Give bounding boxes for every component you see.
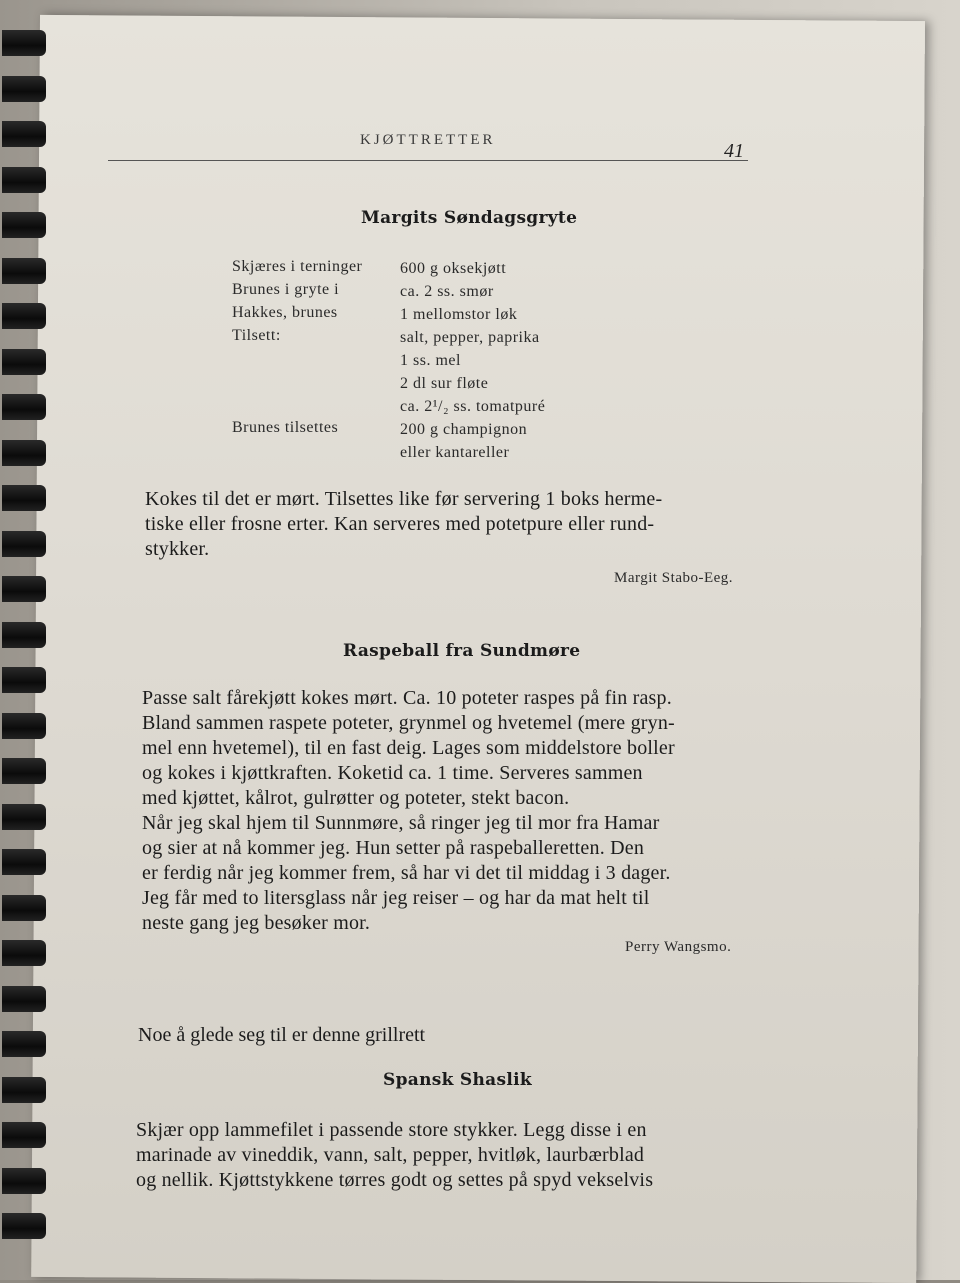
text-line: Skjær opp lammefilet i passende store stykker. Legg disse i en [136,1119,647,1141]
instruction-line [232,393,362,416]
text-line: Når jeg skal hjem til Sunnmøre, så ringer jeg til mor fra Hamar [142,812,660,834]
text-line: Passe salt fårekjøtt kokes mørt. Ca. 10 poteter raspes på fin rasp. [142,687,672,709]
binding-ring [2,758,46,784]
binding-ring [2,1077,46,1103]
recipe-body [136,1118,786,1193]
text-line: er ferdig når jeg kommer frem, så har vi det til middag i 3 dager. [142,862,671,884]
binding-ring [2,895,46,921]
ingredient-line: 1 mellomstor løk [400,306,518,323]
binding-ring [2,849,46,875]
binding-ring [2,258,46,284]
binding-ring [2,485,46,511]
recipe-signature: Margit Stabo-Eeg. [614,570,734,586]
ingredient-line: 2 dl sur fløte [400,375,489,392]
binding-ring [2,622,46,648]
text-line: stykker. [145,538,210,560]
text-line: og nellik. Kjøttstykkene tørres godt og settes på spyd vekselvis [136,1169,654,1191]
text-line: neste gang jeg besøker mor. [142,912,371,934]
text-line: Kokes til det er mørt. Tilsettes like før servering 1 boks herme- [145,488,663,510]
running-head: KJØTTRETTER [360,132,496,148]
binding-ring [2,667,46,693]
instruction-line: Skjæres i terninger [232,258,363,275]
binding-ring [2,440,46,466]
instruction-line: Tilsett: [232,327,281,344]
instruction-line: Brunes tilsettes [232,419,339,436]
instruction-line [232,370,362,393]
text-line: og kokes i kjøttkraften. Koketid ca. 1 time. Serveres sammen [142,762,643,784]
ingredient-line: 200 g champignon [400,421,528,438]
ingredient-line: ca. 2 ss. smør [400,283,494,300]
ingredient-line: 600 g oksekjøtt [400,260,507,277]
binding-ring [2,121,46,147]
ingredient-line: ca. 2¹/₂ ss. tomatpuré [400,398,546,415]
binding-ring [2,531,46,557]
recipe-intro: Noe å glede seg til er denne grillrett [138,1024,426,1046]
binding-ring [2,303,46,329]
binding-ring [2,1213,46,1239]
binding-ring [2,713,46,739]
text-line: og sier at nå kommer jeg. Hun setter på raspeballeretten. Den [142,837,645,859]
instruction-line [232,347,362,370]
ingredient-line: 1 ss. mel [400,352,461,369]
spiral-binding [0,0,50,1280]
binding-ring [2,576,46,602]
text-line: med kjøttet, kålrot, gulrøtter og poteter, stekt bacon. [142,787,570,809]
instruction-line: Brunes i gryte i [232,281,340,298]
instruction-line: Hakkes, brunes [232,304,338,321]
binding-ring [2,212,46,238]
binding-ring [2,76,46,102]
text-line: tiske eller frosne erter. Kan serveres med potetpure eller rund- [145,513,655,535]
ingredient-line: eller kantareller [400,444,510,461]
ingredient-line: salt, pepper, paprika [400,329,540,346]
text-line: marinade av vineddik, vann, salt, pepper, hvitløk, laurbærblad [136,1144,645,1166]
binding-ring [2,804,46,830]
recipe-body [145,487,795,562]
text-line: Bland sammen raspete poteter, grynmel og hvetemel (mere gryn- [142,712,675,734]
recipe-title: Raspeball fra Sundmøre [343,641,581,661]
ingredient-items [400,257,545,464]
recipe-signature: Perry Wangsmo. [625,939,732,955]
binding-ring [2,1168,46,1194]
ingredient-instructions [232,255,362,462]
recipe-title: Margits Søndagsgryte [361,208,578,228]
recipe-title: Spansk Shaslik [383,1070,532,1090]
binding-ring [2,30,46,56]
binding-ring [2,167,46,193]
binding-ring [2,349,46,375]
page-number: 41 [724,140,744,162]
text-line: Jeg får med to litersglass når jeg reiser – og har da mat helt til [142,887,650,909]
text-line: mel enn hvetemel), til en fast deig. Lages som middelstore boller [142,737,675,759]
binding-ring [2,940,46,966]
binding-ring [2,1122,46,1148]
instruction-line [232,439,362,462]
binding-ring [2,394,46,420]
binding-ring [2,986,46,1012]
binding-ring [2,1031,46,1057]
recipe-body [142,686,792,936]
